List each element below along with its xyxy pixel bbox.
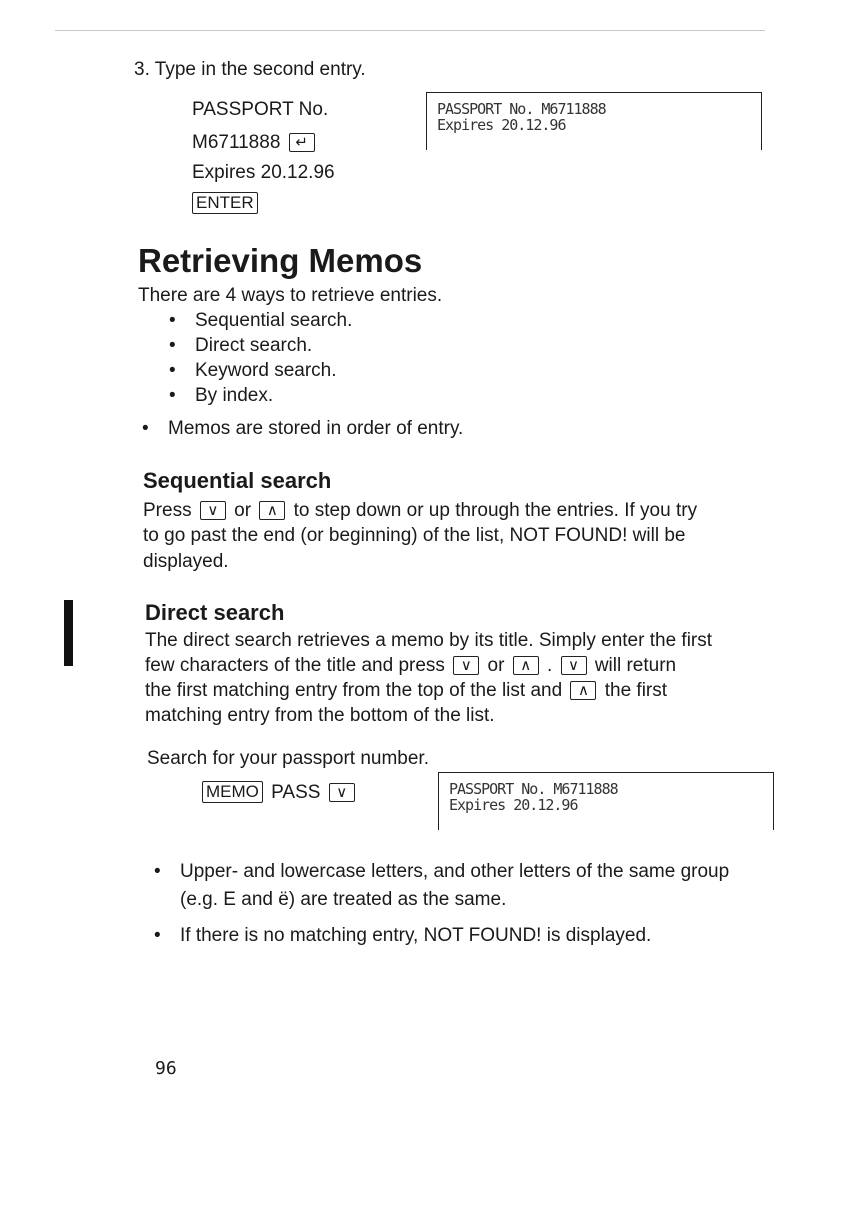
direct-l2-text-b: will return — [594, 655, 677, 676]
lcd1-line-2: Expires 20.12.96 — [437, 116, 566, 134]
margin-bar — [64, 600, 73, 666]
search-instruction: Search for your passport number. — [147, 748, 429, 769]
seq-press-text: Press — [143, 500, 192, 521]
lcd-display-1 — [426, 92, 762, 150]
note-1-line-1: • Upper- and lowercase letters, and other letters of the same group — [180, 860, 729, 884]
direct-line-4: matching entry from the bottom of the list. — [145, 705, 495, 726]
intro-text: There are 4 ways to retrieve entries. — [138, 285, 443, 306]
direct-l2-text-a: few characters of the title and press — [145, 655, 445, 676]
direct-l3-text-b: the first — [604, 680, 668, 701]
lcd-display-2 — [438, 772, 774, 830]
way-item-4: • By index. — [195, 384, 273, 408]
lcd2-line-2: Expires 20.12.96 — [449, 796, 578, 814]
down-key-icon: ∨ — [453, 656, 479, 675]
direct-or-text: or — [487, 655, 505, 676]
up-key-icon: ∧ — [513, 656, 539, 675]
direct-search-heading: Direct search — [145, 600, 285, 625]
way-item-1: • Sequential search. — [195, 309, 352, 333]
return-key-icon: ↵ — [289, 133, 315, 152]
seq-or-text: or — [234, 500, 252, 521]
direct-line-1: The direct search retrieves a memo by its title. Simply enter the first — [145, 630, 713, 651]
memo-key: MEMO — [202, 781, 263, 803]
note-2: • If there is no matching entry, NOT FOUND! is displayed. — [180, 924, 651, 948]
down-key-icon: ∨ — [329, 783, 355, 802]
key-line-3: Expires 20.12.96 — [192, 162, 335, 183]
sequential-search-heading: Sequential search — [143, 468, 332, 493]
pass-text: PASS — [271, 782, 321, 803]
memo-order-note: • Memos are stored in order of entry. — [168, 417, 463, 441]
note-1-line-2: (e.g. E and ë) are treated as the same. — [180, 889, 507, 910]
down-key-icon: ∨ — [561, 656, 587, 675]
key-line-1: PASSPORT No. — [192, 99, 329, 120]
memo-pass-keys — [202, 781, 358, 805]
seq-line-3: displayed. — [143, 551, 229, 572]
seq-line-2: to go past the end (or beginning) of the list, NOT FOUND! will be — [143, 525, 686, 546]
key-line-4 — [192, 192, 261, 216]
direct-l3-text-a: the first matching entry from the top of the list and — [145, 680, 563, 701]
down-key-icon: ∨ — [200, 501, 226, 520]
key-line-2 — [192, 131, 318, 155]
lcd1-line-1: PASSPORT No. M6711888 — [437, 100, 606, 118]
seq-rest-text: to step down or up through the entries. If you try — [293, 500, 698, 521]
passport-number-text: M6711888 — [192, 132, 281, 153]
way-item-2: • Direct search. — [195, 334, 312, 358]
page-number: 96 — [155, 1058, 177, 1079]
seq-line-1 — [143, 499, 697, 523]
step-3-heading: 3. Type in the second entry. — [134, 59, 366, 80]
lcd2-line-1: PASSPORT No. M6711888 — [449, 780, 618, 798]
up-key-icon: ∧ — [259, 501, 285, 520]
page-title: Retrieving Memos — [138, 242, 423, 279]
up-key-icon: ∧ — [570, 681, 596, 700]
scan-edge-line — [55, 30, 765, 31]
enter-key: ENTER — [192, 192, 258, 214]
way-item-3: • Keyword search. — [195, 359, 337, 383]
direct-line-2: few characters of the title and press ∨ or ∧ . ∨ will return — [145, 655, 677, 676]
direct-line-3 — [145, 679, 667, 703]
